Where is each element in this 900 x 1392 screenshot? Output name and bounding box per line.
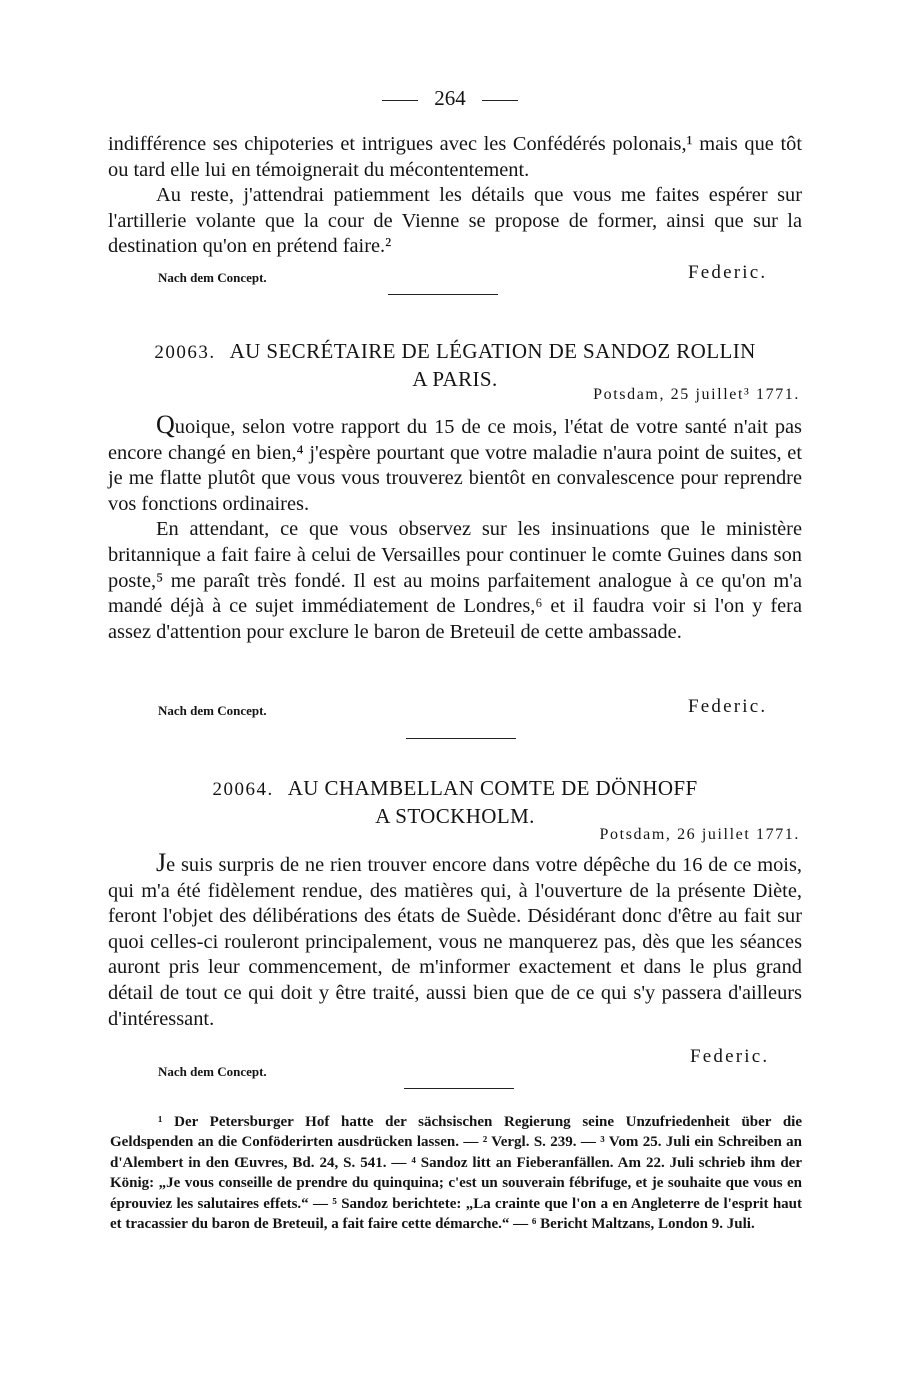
separator-rule <box>406 738 516 739</box>
heading-line <box>108 775 802 803</box>
heading-line: A PARIS. <box>412 367 498 391</box>
paragraph-text: e suis surpris de ne rien trouver encore dans votre dépêche du 16 de ce mois, qui m'a été fidèlement rendue, des matières qui, à l'ouverture de la présente Diète, feront l'objet des délibérations des états de Suède. Désidérant donc d'être au fait sur quoi celles-ci rouleront principalement, vous ne manquerez pas, dès que les séances auront pris leur commencement, de m'informer exactement et dans le plus grand détail de tout ce qui doit y être traité, aussi bien que de ce qui s'y passera d'ailleurs d'intéressant. <box>108 854 802 1030</box>
signature: Federic. <box>690 1046 770 1067</box>
header-dash-right <box>482 100 518 101</box>
footnote-text: ¹ Der Petersburger Hof hatte der sächsischen Regierung seine Unzufriedenheit über die Geldspenden an die Conföderirten ausdrücken lassen. — ² Vergl. S. 239. — ³ Vom 25. Juli ein Schreiben an d'Alembert in den Œuvres, Bd. 24, S. 541. — ⁴ Sandoz litt an Fieberanfällen. Am 22. Juli schrieb ihm der König: „Je vous conseille de prendre du quinquina; c'est un souverain fébrifuge, et je souhaite que vous en éprouviez les salutaires effets.“ — ⁵ Sandoz berichtete: „La crainte que l'on a en Angleterre de l'esprit haut et tracassier du baron de Breteuil, a fait faire cette démarche.“ — ⁶ Bericht Maltzans, London 9. Juli. <box>110 1114 802 1233</box>
concept-note: Nach dem Concept. <box>158 1064 267 1079</box>
paragraph: indifférence ses chipoteries et intrigues avec les Confédérés polonais,¹ mais que tôt ou tard elle lui en témoignerait du mécontentement. <box>108 133 802 181</box>
separator-rule <box>404 1088 514 1089</box>
recipient: AU SECRÉTAIRE DE LÉGATION DE SANDOZ ROLLIN <box>229 339 756 363</box>
letter-number: 20064. <box>212 779 274 800</box>
signature: Federic. <box>688 696 768 717</box>
recipient: AU CHAMBELLAN COMTE DE DÖNHOFF <box>287 776 698 800</box>
initial-letter: Q <box>156 410 175 439</box>
paragraph: En attendant, ce que vous observez sur les insinuations que le ministère britannique a fait faire à celui de Versailles pour continuer le comte Guines dans son poste,⁵ me paraît très fondé. Il est au moins parfaitement analogue à ce qu'on m'a mandé déjà à ce sujet immédiatement de Londres,⁶ et il faudra voir si l'on y fera assez d'attention pour exclure le baron de Breteuil de cette ambassade. <box>108 518 802 643</box>
initial-letter: J <box>156 848 167 877</box>
letter-heading <box>108 338 802 392</box>
heading-line <box>108 338 802 366</box>
letter-number: 20063. <box>154 342 216 363</box>
paragraph: Au reste, j'attendrai patiemment les détails que vous me faites espérer sur l'artillerie volante que la cour de Vienne se propose de former, ainsi que sur la destination qu'on en prétend faire.² <box>108 184 802 258</box>
separator-rule <box>388 294 498 295</box>
header-dash-left <box>382 100 418 101</box>
signature: Federic. <box>688 262 768 283</box>
letter-body <box>108 850 802 1032</box>
letter-heading <box>108 775 802 829</box>
footnotes <box>110 1112 802 1234</box>
paragraph <box>108 412 802 517</box>
heading-line: A STOCKHOLM. <box>375 804 535 828</box>
concept-note: Nach dem Concept. <box>158 703 267 718</box>
page-header <box>0 86 900 111</box>
previous-letter-text <box>108 132 802 260</box>
concept-note: Nach dem Concept. <box>158 270 267 285</box>
place-date: Potsdam, 25 juillet³ 1771. <box>593 386 800 403</box>
place-date: Potsdam, 26 juillet 1771. <box>599 826 800 843</box>
paragraph-text: uoique, selon votre rapport du 15 de ce mois, l'état de votre santé n'ait pas encore changé en bien,⁴ j'espère pourtant que votre maladie n'aura point de suites, et je me flatte plutôt que vous vous trouverez bientôt en convalescence pour reprendre vos fonctions ordinaires. <box>108 416 802 515</box>
paragraph <box>108 850 802 1032</box>
page-number: 264 <box>434 86 466 110</box>
letter-body <box>108 412 802 645</box>
